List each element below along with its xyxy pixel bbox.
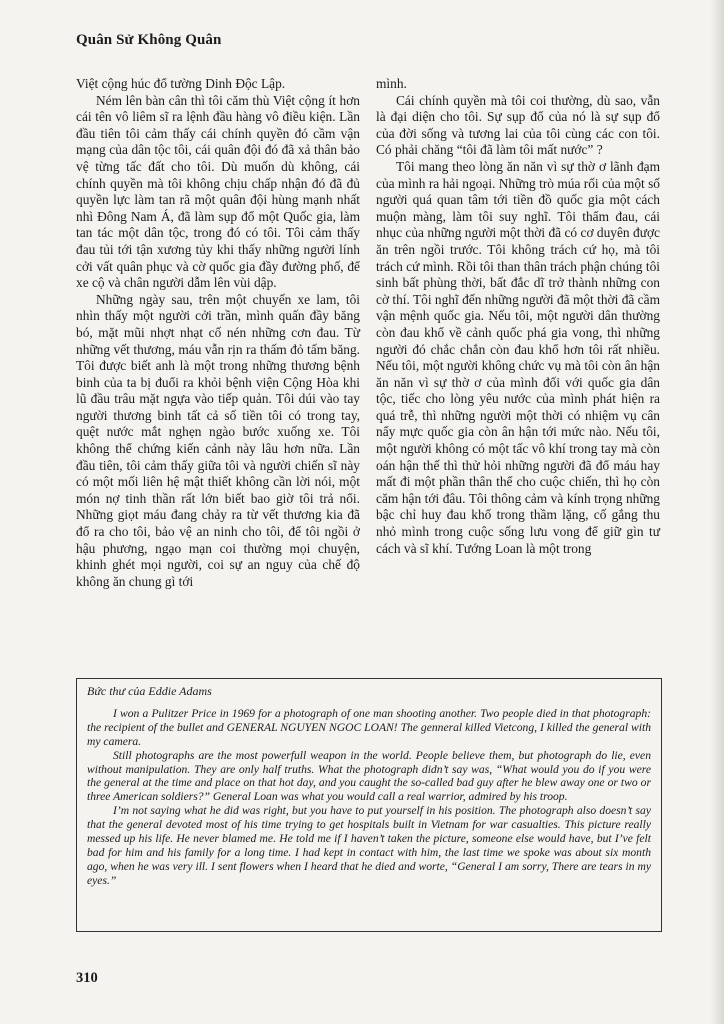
- right-paragraph-1: mình.: [376, 76, 407, 91]
- right-paragraph-3: Tôi mang theo lòng ăn năn vì sự thờ ơ lãnh đạm của mình ra hải ngoại. Những trò múa rối của một số người quá quan tâm tới tiền đồ quốc gia một cách muộn màng, làm tôi suy nghĩ. Tôi thẩm đau, cái nhục của những người một thời đã có cơ duyên được ăn trên ngồi trước. Tôi không trách cứ họ, mà tôi trách cứ mình. Rồi tôi than thân trách phận chúng tôi sinh bất phùng thời, bất đắc dĩ trở thành những con cờ thí. Tôi nghĩ đến những người đã một thời đã cầm vận mệnh quốc gia. Nếu tôi, một người dân thường còn đau khổ về cảnh quốc phá gia vong, thì những người đó chắc chắn còn đau khổ hơn tôi rất nhiều. Nếu tôi, một người không chức vụ mà tôi còn ân hận ăn năn vì sự thờ ơ của mình đối với quốc gia dân tộc, tiếc cho lòng yêu nước của mình phát hiện ra quá trễ, thì những người một thời có nhiệm vụ cân nẩy mực quốc gia còn ân hận tới mức nào. Nếu tôi, một người không có một tấc vô khí trong tay mà còn oán hận thế thì thử hỏi những người đã đổ máu hay mất đi một phần thân thể cho cuộc chiến, thì họ còn căm hận tới đâu. Tôi thông cảm và kính trọng những bậc chỉ huy đau khổ trong thầm lặng, cố gắng thu nhỏ mình trong cuộc sống lưu vong để giữ gìn tư cách và sĩ khí. Tướng Loan là một trong: [376, 158, 660, 556]
- left-column: [76, 76, 360, 666]
- letter-paragraph-3: I’m not saying what he did was right, but you have to put yourself in his position. The photograph also doesn’t say that the general devoted most of his time trying to get hospitals built in Vietnam for war casualties. This picture really messed up his life. He never blamed me. He told me if I haven’t taken the picture, someone else would have, but I’ve felt bad for him and his family for a long time. I had kept in contact with him, the last time we spoke was about six month ago, when he was very ill. I sent flowers when I heard that he died and worte, “General I am sorry, There are tears in my eyes.”: [87, 804, 651, 887]
- running-header-title: Quân Sử Không Quân: [76, 32, 222, 48]
- right-column: [376, 76, 660, 666]
- left-paragraph-2: Ném lên bàn cân thì tôi căm thù Việt cộng ít hơn cái tên vô liêm sĩ ra lệnh đầu hàng vô điều kiện. Lần đầu tiên tôi cảm thấy cái chính quyền đó cầm vận mạng của dân tộc tôi, cái quân đội đó đã xả thân bảo vệ từng tấc đất cho tôi. Dù muốn dù không, cái chính quyền mà tôi không chịu chấp nhận đó đã đủ quyền lực làm tan rã một quân đội hùng mạnh nhất nhì Đông Nam Á, đã làm sụp đổ một Quốc gia, làm tan tác một dân tộc, trong đó có tôi. Tôi cảm thấy đau tủi tới tận xương tủy khi thấy những người lính cởi vất quân phục và cờ quốc gia đầy đường phố, để xe cộ và chân người dẫm lên vùi dập.: [76, 92, 360, 291]
- letter-paragraph-2: Still photographs are the most powerfull weapon in the world. People believe them, but photograph do lie, even without manipulation. They are only half truths. What the photograph didn’t say was, “What would you do if you were the general at the time and place on that hot day, and you caught the so-called bad guy after he blew away one or two or three American soldiers?” General Loan was what you would call a real warrior, admired by his troop.: [87, 748, 651, 804]
- left-paragraph-1: Việt cộng húc đổ tường Dinh Độc Lập.: [76, 76, 286, 91]
- letter-paragraph-1: I won a Pulitzer Price in 1969 for a photograph of one man shooting another. Two people died in that photograph: the recipient of the bullet and GENERAL NGUYEN NGOC LOAN! The genneral killed Vietcong, I killed the general with my camera.: [87, 706, 651, 748]
- letter-title: Bức thư của Eddie Adams: [87, 684, 212, 698]
- article-body: [76, 76, 660, 666]
- page-number: 310: [76, 970, 98, 986]
- eddie-adams-letter-box: [76, 678, 662, 932]
- right-paragraph-2: Cái chính quyền mà tôi coi thường, dù sao, vẫn là đại diện cho tôi. Sự sụp đổ của nó là sự sụp đổ của đời sống và tương lai của tôi cùng các con tôi. Có phải chăng “tôi đã làm tôi mất nước” ?: [376, 92, 660, 158]
- page-edge-shadow: [710, 0, 724, 1024]
- left-paragraph-3: Những ngày sau, trên một chuyến xe lam, tôi nhìn thấy một người cởi trần, mình quấn đầy băng bó, mặt mũi nhợt nhạt cố nén những cơn đau. Từ những vết thương, máu vẫn rịn ra thấm đỏ tấm băng. Tôi được biết anh là một trong những thương bệnh binh của ta bị đuổi ra khỏi bệnh viện Cộng Hòa khi lũ đầu trâu mặt ngựa vào tiếp quản. Tôi dúi vào tay người thương binh tất cả số tiền tôi có trong tay, quệt nước mắt nghẹn ngào bước xuống xe. Tôi không thể chứng kiến cảnh này lâu hơn nữa. Lần đầu tiên, tôi cảm thấy giữa tôi và người chiến sĩ này có một mối liên hệ mật thiết không cần lời nói, một món nợ tinh thần rất lớn biết bao giờ tôi trả nổi. Những giọt máu đang chảy ra từ vết thương kia đã đổ ra cho tôi, bảo vệ an ninh cho tôi, để tôi ngồi ở hậu phương, ngạo mạn coi thường mọi chuyện, khinh ghét mọi người, coi sự an nguy của chế độ không ăn chung gì tới: [76, 291, 360, 589]
